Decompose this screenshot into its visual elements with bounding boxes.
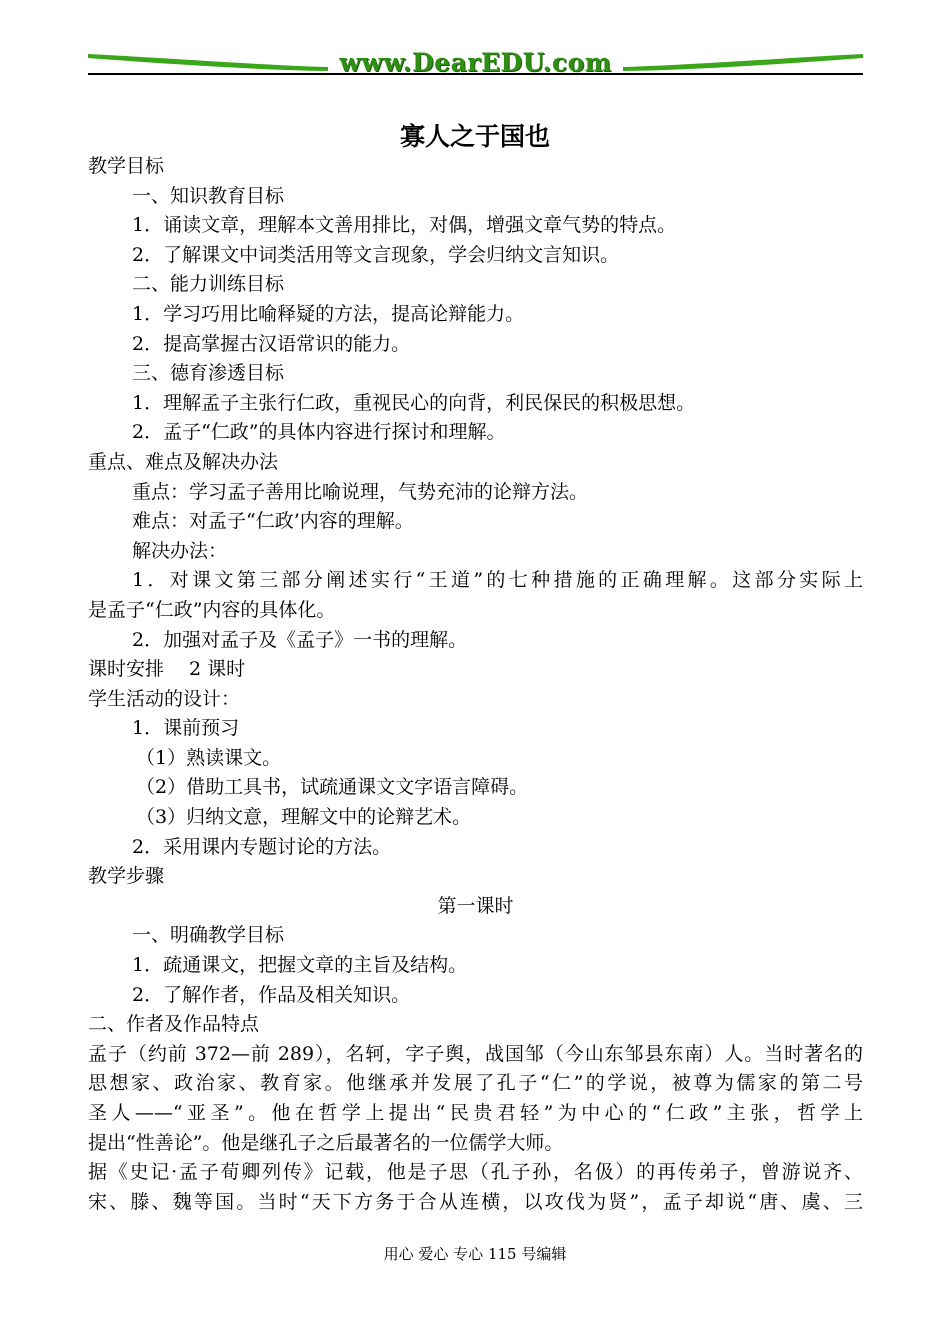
- list-item: （1）熟读课文。: [136, 746, 282, 769]
- list-item: 2．孟子“仁政”的具体内容进行探讨和理解。: [132, 421, 506, 444]
- paragraph-line: 难点：对孟子“仁政’内容的理解。: [132, 510, 414, 533]
- list-item: 1．疏通课文，把握文章的主旨及结构。: [132, 954, 468, 977]
- paragraph-line: 思想家、政治家、教育家。他继承并发展了孔子“仁”的学说，被尊为儒家的第二号: [88, 1072, 863, 1095]
- paragraph-line: 宋、滕、魏等国。当时“天下方务于合从连横，以攻伐为贤”，孟子却说“唐、虞、三: [88, 1190, 863, 1213]
- paragraph-line: 提出“性善论”。他是继孔子之后最著名的一位儒学大师。: [88, 1131, 564, 1154]
- section-heading: 教学目标: [88, 155, 165, 177]
- section-heading: 教学步骤: [88, 865, 165, 888]
- section-heading: 学生活动的设计：: [88, 687, 241, 710]
- document-body: [88, 152, 863, 1217]
- section-heading: 课时安排 2 课时: [88, 658, 246, 681]
- section-heading: 重点、难点及解决办法: [88, 450, 279, 473]
- paragraph-line: 重点：学习孟子善用比喻说理，气势充沛的论辩方法。: [132, 480, 589, 503]
- subsection-heading: 一、明确教学目标: [132, 924, 285, 947]
- subsection-heading: 一、知识教育目标: [132, 184, 285, 207]
- list-item: 1．课前预习: [132, 717, 240, 740]
- list-item: 2．提高掌握古汉语常识的能力。: [132, 332, 411, 355]
- list-item: 1．诵读文章，理解本文善用排比，对偶，增强文章气势的特点。: [132, 214, 677, 237]
- site-header: [88, 44, 863, 84]
- list-item: 2．加强对孟子及《孟子》一书的理解。: [132, 628, 468, 651]
- list-item: 1．学习巧用比喻释疑的方法，提高论辩能力。: [132, 302, 525, 325]
- list-item: 1．对课文第三部分阐述实行“王道”的七种措施的正确理解。这部分实际上: [132, 569, 863, 592]
- paragraph-line: 圣人——“亚圣”。他在哲学上提出“民贵君轻”为中心的“仁政”主张，哲学上: [88, 1102, 863, 1124]
- subsection-heading: 二、能力训练目标: [132, 273, 285, 296]
- list-item: 1．理解孟子主张行仁政，重视民心的向背，利民保民的积极思想。: [132, 391, 696, 414]
- paragraph-line: 是孟子“仁政”内容的具体化。: [88, 598, 336, 621]
- lesson-heading: 第一课时: [437, 894, 514, 917]
- document-title: 寡人之于国也: [399, 122, 550, 151]
- subsection-heading: 二、作者及作品特点: [88, 1013, 260, 1036]
- list-item: 2．了解作者，作品及相关知识。: [132, 983, 411, 1006]
- paragraph-line: 据《史记·孟子荀卿列传》记载，他是子思（孔子孙，名伋）的再传弟子，曾游说齐、: [88, 1161, 863, 1184]
- page-footer: 用心 爱心 专心 115 号编辑: [383, 1245, 567, 1263]
- subsection-heading: 三、德育渗透目标: [132, 362, 285, 385]
- paragraph-line: 解决办法：: [132, 539, 228, 562]
- list-item: （3）归纳文意，理解文中的论辩艺术。: [136, 806, 472, 829]
- list-item: （2）借助工具书，试疏通课文文字语言障碍。: [136, 776, 529, 799]
- list-item: 2．了解课文中词类活用等文言现象，学会归纳文言知识。: [132, 243, 620, 266]
- list-item: 2．采用课内专题讨论的方法。: [132, 835, 392, 858]
- site-logo[interactable]: www.DearEDU.com: [339, 48, 612, 77]
- paragraph-line: 孟子（约前 372—前 289），名轲，字子舆，战国邹（今山东邹县东南）人。当时著名的: [88, 1042, 863, 1065]
